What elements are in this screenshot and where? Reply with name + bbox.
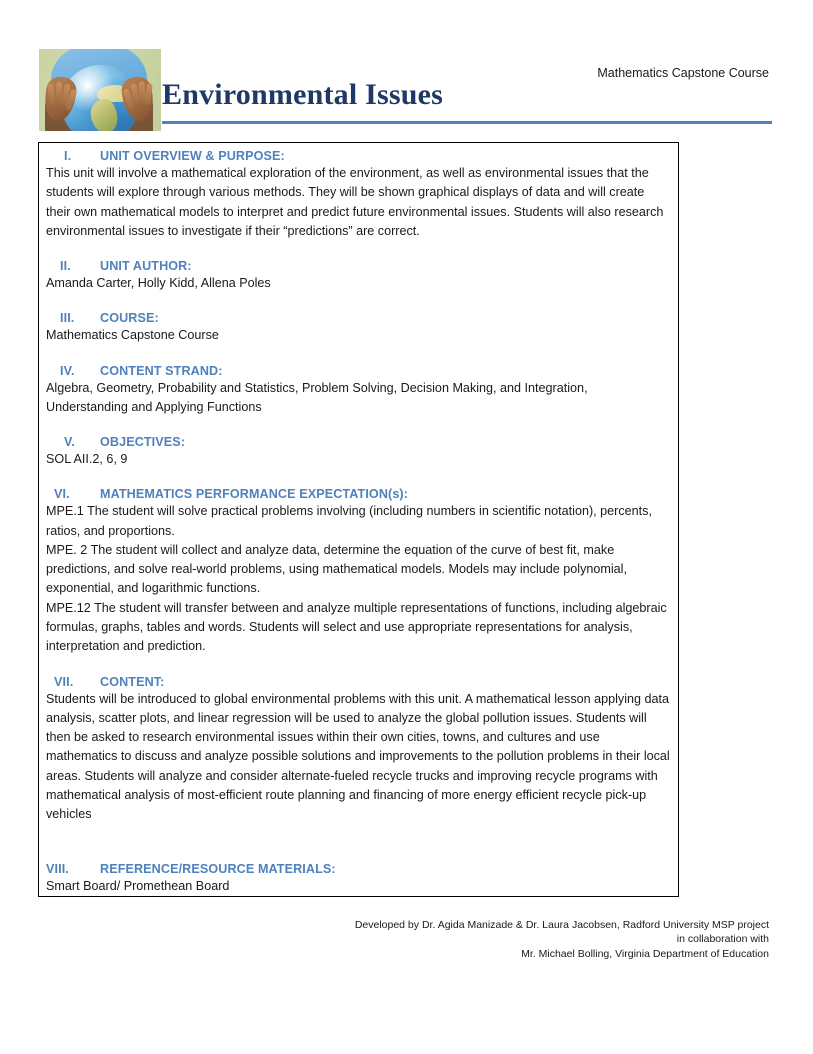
section-body: [46, 379, 670, 418]
paragraph-mpe1: MPE.1 The student will solve practical problems involving (including numbers in scientific notation), percents, ratios, and proportions.: [46, 504, 652, 538]
footer-line-contributor: Mr. Michael Bolling, Virginia Department of Education: [521, 947, 769, 960]
section-body: [46, 877, 670, 896]
paragraph-mpe2: MPE. 2 The student will collect and analyze data, determine the equation of the curve of best fit, make predictions, and solve real-world problems, using mathematical models. Models may include polynomial, exponential, and logarithmic functions.: [46, 542, 627, 596]
header-course-label: Mathematics Capstone Course: [597, 66, 769, 80]
paragraph: SOL AII.2, 6, 9: [46, 452, 128, 467]
section-reference-resource-materials: [46, 862, 670, 896]
section-title: MATHEMATICS PERFORMANCE EXPECTATION(s):: [100, 487, 409, 502]
section-numeral: VI.: [54, 487, 70, 502]
section-heading: [46, 862, 670, 876]
section-title: OBJECTIVES:: [100, 435, 186, 450]
paragraph: Amanda Carter, Holly Kidd, Allena Poles: [46, 276, 271, 291]
unit-plan-table: [38, 142, 679, 897]
footer-line-collaboration: in collaboration with: [676, 933, 769, 946]
section-body: [46, 274, 670, 293]
section-numeral: V.: [64, 435, 75, 450]
section-body: [46, 326, 670, 345]
finger: [144, 83, 153, 106]
section-heading: [46, 149, 670, 163]
section-numeral: II.: [60, 259, 71, 274]
section-title: REFERENCE/RESOURCE MATERIALS:: [100, 862, 336, 877]
section-numeral: I.: [64, 149, 72, 163]
paragraph: Smart Board/ Promethean Board: [46, 879, 230, 894]
paragraph-mpe12: MPE.12 The student will transfer between and analyze multiple representations of functions, including algebraic formulas, graphs, tables and words. Students will select and use appropriate representations for analysis, interpretation and prediction.: [46, 600, 667, 654]
finger: [47, 83, 56, 106]
section-numeral: VII.: [54, 674, 74, 689]
page-title: Environmental Issues: [162, 78, 444, 111]
section-title: CONTENT:: [100, 674, 165, 689]
section-body: [46, 502, 670, 656]
section-numeral: IV.: [60, 363, 75, 378]
document-header: [0, 0, 813, 140]
section-title: UNIT AUTHOR:: [100, 259, 192, 274]
globe-landmass-africa: [89, 97, 119, 131]
section-unit-author: [46, 259, 670, 293]
section-title: COURSE:: [100, 311, 159, 326]
section-heading: [46, 364, 670, 378]
section-numeral: VIII.: [46, 862, 69, 877]
section-body: [46, 164, 670, 241]
paragraph: This unit will involve a mathematical exploration of the environment, as well as environmental issues that the students will explore through various methods. They will be shown graphical displays of data and will create their own mathematical models to interpret and predict future environmental issues. Students will also research environmental issues to investigate if their “predictions” are correct.: [46, 166, 664, 238]
section-body: [46, 450, 670, 469]
hands-holding-globe-photo: [39, 49, 161, 131]
section-heading: [46, 487, 670, 501]
section-heading: [46, 675, 670, 689]
section-title: CONTENT STRAND:: [100, 363, 223, 378]
section-title: UNIT OVERVIEW & PURPOSE:: [100, 149, 285, 163]
title-underline-rule: [162, 121, 772, 124]
paragraph: Mathematics Capstone Course: [46, 328, 219, 343]
section-content: [46, 675, 670, 825]
section-content-strand: [46, 364, 670, 418]
footer-line-developed-by: Developed by Dr. Agida Manizade & Dr. Laura Jacobsen, Radford University MSP project: [354, 919, 769, 931]
section-body: [46, 690, 670, 825]
section-mathematics-performance-expectations: [46, 487, 670, 656]
section-objectives: [46, 435, 670, 469]
section-heading: [46, 435, 670, 449]
section-heading: [46, 311, 670, 325]
paragraph: Students will be introduced to global environmental problems with this unit. A mathematical lesson applying data analysis, scatter plots, and linear regression will be used to analyze the global pollution issues. Students will then be asked to research environmental issues within their own cities, towns, and cultures and use mathematics to discuss and analyze possible solutions and improvements to the pollution problems in their local areas. Students will analyze and consider alternate-fueled recycle trucks and improving recycle programs with mathematical analysis of most-efficient route planning and financing of more energy efficient recycle pick-up vehicles: [46, 691, 670, 822]
document-footer: [299, 918, 769, 961]
section-course: [46, 311, 670, 345]
paragraph: Algebra, Geometry, Probability and Statistics, Problem Solving, Decision Making, and Integration, Understanding and Applying Functions: [46, 380, 588, 414]
section-numeral: III.: [60, 311, 75, 326]
section-heading: [46, 259, 670, 273]
section-unit-overview: [46, 149, 670, 241]
